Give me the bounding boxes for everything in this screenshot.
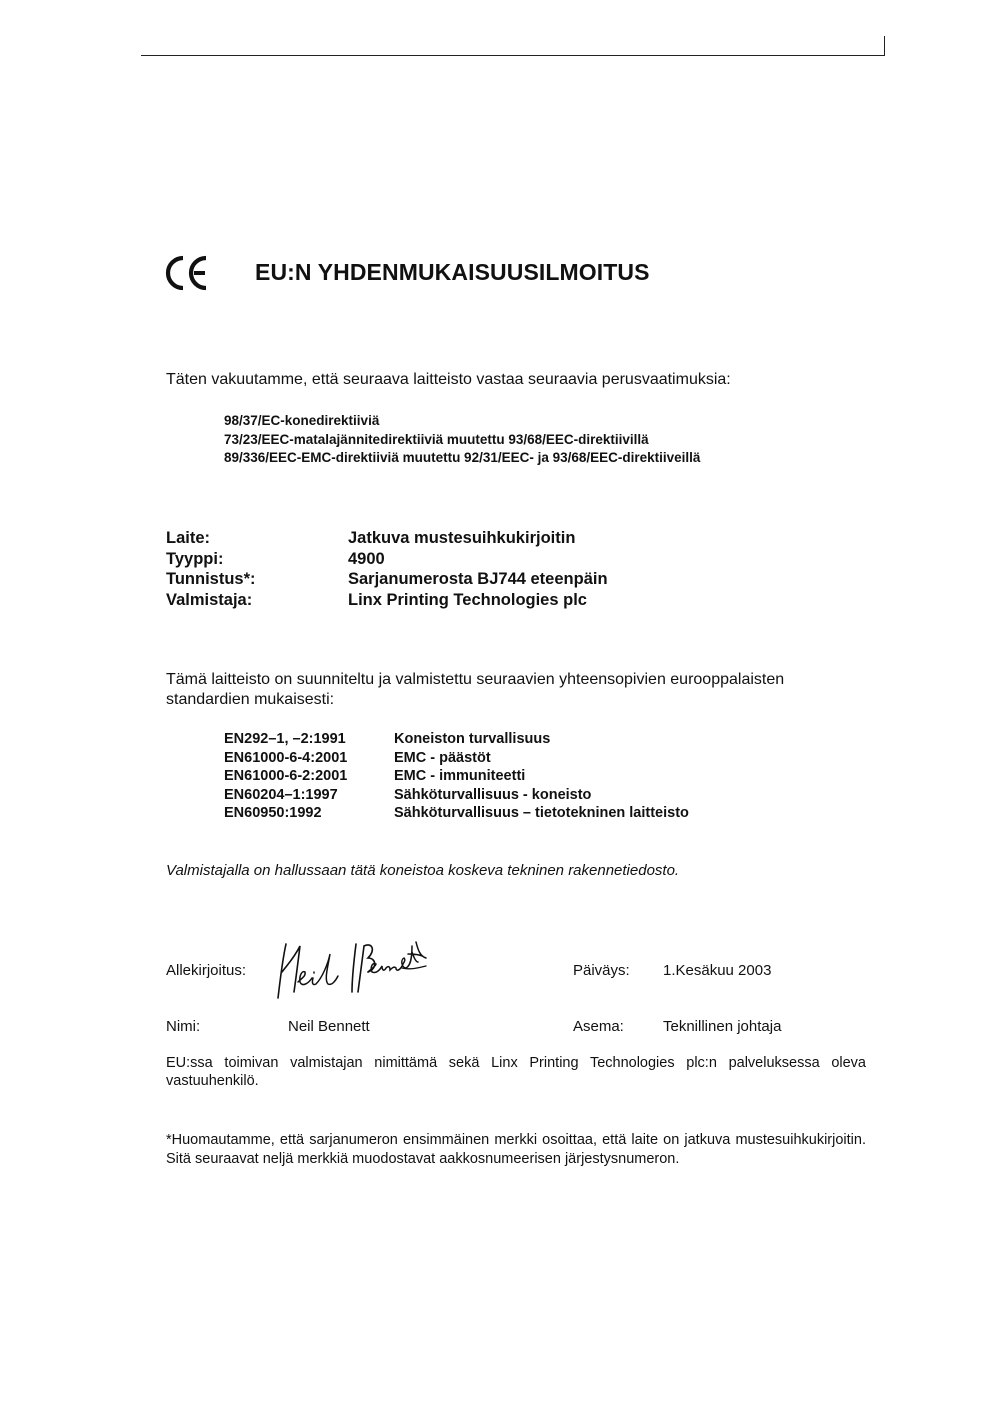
- product-value: Jatkuva mustesuihkukirjoitin: [348, 529, 576, 547]
- signature-label: Allekirjoitus:: [166, 962, 247, 979]
- standard-row: [224, 730, 689, 749]
- product-row-type: [166, 549, 608, 570]
- intro-text: Täten vakuutamme, että seuraava laitteisto vastaa seuraavia perusvaatimuksia:: [166, 371, 731, 388]
- product-info: [166, 528, 608, 610]
- product-row-manufacturer: [166, 590, 608, 611]
- document-title: EU:N YHDENMUKAISUUSILMOITUS: [255, 259, 650, 285]
- standard-description: Koneiston turvallisuus: [394, 731, 551, 747]
- directive-item: 89/336/EEC-EMC-direktiiviä muutettu 92/31/EEC- ja 93/68/EEC-direktiiveillä: [224, 450, 701, 465]
- standard-row: [224, 767, 689, 786]
- standards-list: [224, 730, 689, 823]
- product-row-identification: [166, 569, 608, 590]
- technical-file-note: Valmistajalla on hallussaan tätä koneistoa koskeva tekninen rakennetiedosto.: [166, 862, 680, 879]
- header-rule-tick: [884, 36, 885, 56]
- standard-code: EN61000-6-4:2001: [224, 749, 348, 766]
- name-value: Neil Bennett: [288, 1018, 370, 1035]
- standard-description: Sähköturvallisuus – tietotekninen laitteisto: [394, 805, 689, 821]
- directives-list: [224, 412, 700, 468]
- standard-row: [224, 749, 689, 768]
- product-value: 4900: [348, 549, 385, 568]
- position-value: Teknillinen johtaja: [663, 1018, 782, 1035]
- ce-mark-icon: [164, 255, 210, 291]
- standard-code: EN61000-6-2:2001: [224, 768, 348, 784]
- standard-code: EN60204–1:1997: [224, 786, 338, 803]
- standard-code: EN60950:1992: [224, 805, 322, 821]
- handwritten-signature: [272, 932, 427, 1002]
- standards-intro-text: Tämä laitteisto on suunniteltu ja valmistettu seuraavien yhteensopivien eurooppalaisten standardien mukaisesti:: [166, 671, 785, 708]
- standard-description: EMC - päästöt: [394, 749, 491, 766]
- product-label: Laite:: [166, 529, 211, 547]
- footnote: *Huomautamme, että sarjanumeron ensimmäinen merkki osoittaa, että laite on jatkuva mustesuihkukirjoitin. Sitä seuraavat neljä merkkiä muodostavat aakkosnumeerisen järjestysnumeron.: [166, 1132, 866, 1167]
- product-label: Tunnistus*:: [166, 570, 256, 588]
- product-value: Sarjanumerosta BJ744 eteenpäin: [348, 570, 608, 588]
- date-value: 1.Kesäkuu 2003: [663, 962, 772, 979]
- standard-code: EN292–1, –2:1991: [224, 731, 346, 747]
- position-label: Asema:: [573, 1018, 624, 1035]
- header-rule: [141, 55, 885, 56]
- directive-item: 73/23/EEC-matalajännitedirektiiviä muutettu 93/68/EEC-direktiivillä: [224, 431, 649, 447]
- product-value: Linx Printing Technologies plc: [348, 590, 587, 609]
- name-label: Nimi:: [166, 1018, 201, 1035]
- standard-description: EMC - immuniteetti: [394, 768, 526, 784]
- product-label: Valmistaja:: [166, 590, 253, 609]
- representative-note: EU:ssa toimivan valmistajan nimittämä sekä Linx Printing Technologies plc:n palveluksessa oleva vastuuhenkilö.: [166, 1055, 866, 1089]
- standard-description: Sähköturvallisuus - koneisto: [394, 786, 592, 803]
- product-row-device: [166, 528, 608, 549]
- standard-row: [224, 786, 689, 805]
- directive-item: 98/37/EC-konedirektiiviä: [224, 413, 380, 428]
- standard-row: [224, 804, 689, 823]
- date-label: Päiväys:: [573, 962, 630, 979]
- product-label: Tyyppi:: [166, 549, 224, 568]
